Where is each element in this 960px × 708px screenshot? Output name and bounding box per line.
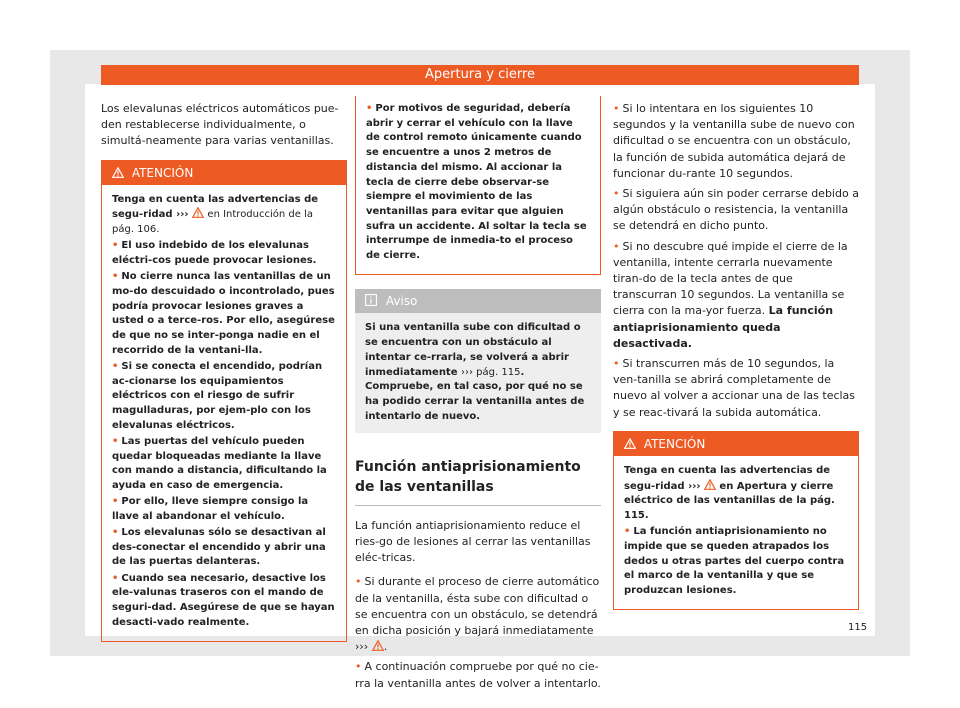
list-item: • Las puertas del vehículo pueden quedar bloqueadas mediante la llave con mando a distancia, dificultando la ayuda en caso de emergencia. (112, 435, 327, 491)
warning-triangle-icon (624, 437, 640, 451)
notice-body (355, 313, 601, 433)
list-item: • No cierre nunca las ventanillas de un mo-do descuidado o incontrolado, pues podría provocar lesiones graves a usted o a terce-ros. Por ello, asegúrese de que no se inter-ponga nadie en el recorrido de la ventani-lla. (112, 271, 335, 356)
list-item: • Si lo intentara en los siguientes 10 segundos y la ventanilla sube de nuevo con dificultad o se encuentra con un obstáculo, la función de subida automática dejará de funcionar du-rante 10 segundos. (613, 102, 855, 180)
list-item: • Por motivos de seguridad, debería abrir y cerrar el vehículo con la llave de control remoto únicamente cuando se encuentre a unos 2 metros de distancia del mismo. Al accionar la tecla de cierre debe observar-se siempre el movimiento de las ventanillas para evitar que alguien sufra un accidente. Al soltar la tecla se interrumpe de inmedia-to el proceso de cierre. (366, 103, 587, 262)
list-item: • Los elevalunas sólo se desactivan al des-conectar el encendido y abrir una de las puertas delanteras. (112, 527, 326, 568)
bullet-icon: • (613, 239, 620, 253)
warning-ref-arrows[interactable]: ››› (688, 480, 701, 492)
warning-body (614, 456, 858, 609)
warning-title: ATENCIÓN (643, 436, 706, 451)
bullet-icon: • (112, 496, 119, 508)
warning-body (356, 96, 600, 274)
list-item: • Si no descubre qué impide el cierre de la ventanilla, intente cerrarla nuevamente tiran-do de la tecla antes de que transcurran 10 segundos. La ventanilla se cierra con la ma-yor fuerza. La función antiaprisionamiento queda desactivada. (613, 239, 848, 350)
bullet-icon: • (355, 660, 362, 674)
page-ref-arrows[interactable]: ››› (355, 640, 369, 654)
column-3 (613, 101, 859, 610)
warning-ref-prefix: Tenga en cuenta las advertencias de segu-ridad (112, 193, 319, 221)
warning-box (101, 160, 347, 642)
warning-ref-suffix[interactable]: en Apertura y cierre eléctrico de las ventanillas de la pág. 115. (624, 480, 835, 521)
list-item: • Por ello, lleve siempre consigo la llave al abandonar el vehículo. (112, 496, 309, 522)
column-1 (101, 101, 347, 642)
warning-header (614, 432, 858, 456)
notice-text: Si una ventanilla sube con dificultad o se encuentra con un obstáculo al intentar ce-rrarla, se volverá a abrir inmediatamente (365, 322, 581, 378)
list-item: • Si se conecta el encendido, podrían ac-cionarse los equipamientos eléctricos con el riesgo de sufrir magulladuras, por ejem-plo con los elevalunas eléctricos. (112, 360, 323, 431)
list-item: • A continuación compruebe por qué no cie-rra la ventanilla antes de volver a intentarlo. (355, 660, 601, 690)
notice-title: Aviso (385, 294, 418, 309)
warning-box (613, 431, 859, 610)
bullet-icon: • (112, 435, 119, 447)
warning-triangle-icon (192, 209, 204, 220)
list-item: • La función antiaprisionamiento no impide que se queden atrapados los dedos u otras partes del cuerpo contra el marco de la ventanilla y que se produzcan lesiones. (624, 526, 845, 596)
notice-box (355, 289, 601, 433)
list-item: • Si siguiera aún sin poder cerrarse debido a algún obstáculo o resistencia, la ventanilla se detendrá en dicho punto. (613, 187, 859, 233)
notice-header (355, 289, 601, 313)
bullet-icon: • (366, 103, 373, 114)
section-title: Función antiaprisionamiento de las ventanillas (355, 457, 601, 506)
info-icon (365, 294, 381, 308)
list-item: • Cuando sea necesario, desactive los ele-valunas traseros con el mando de seguri-dad. Asegúrese de que se hayan desacti-vado realmente. (112, 572, 335, 628)
warning-ref-prefix: Tenga en cuenta las advertencias de segu-ridad (624, 464, 831, 492)
warning-body (102, 185, 346, 641)
intro-paragraph: Los elevalunas eléctricos automáticos pue-den restablecerse individualmente, o simultá-neamente para varias ventanillas. (101, 102, 339, 148)
bullet-icon: • (112, 240, 119, 252)
warning-box-continued (355, 96, 601, 275)
warning-triangle-icon (704, 481, 716, 492)
warning-ref-arrows[interactable]: ››› (176, 209, 189, 221)
list-item: • El uso indebido de los elevalunas eléctri-cos puede provocar lesiones. (112, 240, 317, 266)
warning-ref-suffix[interactable]: en Introducción de la pág. 106. (112, 209, 313, 236)
bullet-icon: • (112, 271, 119, 283)
bullet-icon: • (613, 357, 620, 371)
bullet-icon: • (112, 527, 119, 539)
paragraph: La función antiaprisionamiento reduce el ries-go de lesiones al cerrar las ventanillas eléc-tricas. (355, 518, 591, 565)
bullet-icon: • (613, 102, 620, 115)
warning-triangle-icon (112, 166, 128, 180)
column-2 (355, 96, 601, 692)
bullet-icon: • (624, 526, 631, 538)
warning-header (102, 161, 346, 185)
bullet-icon: • (112, 572, 119, 584)
warning-title: ATENCIÓN (131, 165, 194, 180)
notice-page-ref[interactable]: ››› pág. 115 (460, 366, 521, 378)
notice-text: . Compruebe, en tal caso, por qué no se ha podido cerrar la ventanilla antes de intentarlo de nuevo. (365, 366, 585, 423)
bullet-icon: • (112, 360, 119, 372)
list-item: • Si durante el proceso de cierre automático de la ventanilla, ésta sube con dificultad o se encuentra con un obstáculo, se detendrá en dicha posición y bajará inmediatamente ››› . (355, 575, 600, 654)
bullet-icon: • (355, 575, 362, 589)
warning-triangle-icon (372, 640, 384, 653)
page-header: Apertura y cierre (101, 65, 859, 85)
bullet-icon: • (613, 187, 620, 201)
list-item: • Si transcurren más de 10 segundos, la ven-tanilla se abrirá completamente de nuevo al volver a accionar una de las teclas y se reac-tivará la subida automática. (613, 357, 856, 419)
page-number: 115 (848, 622, 868, 633)
